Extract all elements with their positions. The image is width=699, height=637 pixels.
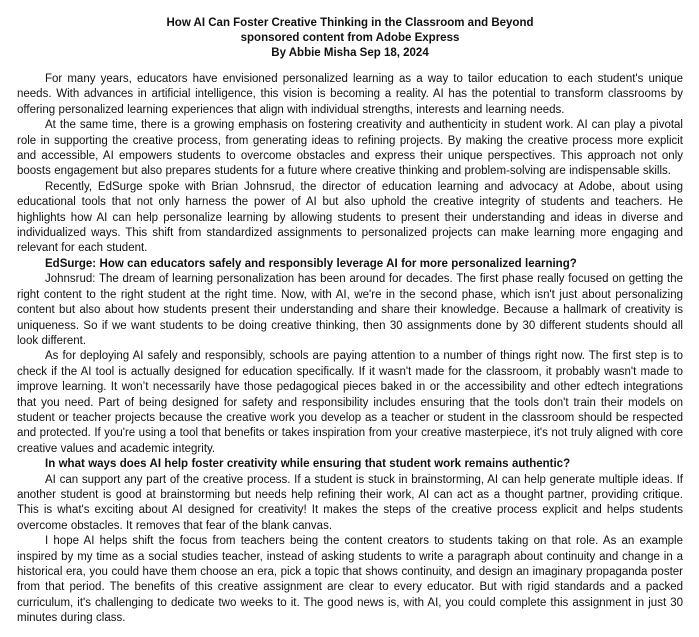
paragraph-answer-1a: Johnsrud: The dream of learning personalization has been around for decades. The first phase really focused on getting the right content to the right student at the right time. Now, with AI, we're in the second phase, which isn't just about personalizing content but also about how students present their understanding and share their knowledge. Because a hallmark of creativity is uniqueness. So if we want students to be doing creative thinking, then 30 assignments done by 30 different students should all look different.: [17, 273, 683, 347]
article-byline: By Abbie Misha Sep 18, 2024: [271, 47, 429, 59]
article-title: How AI Can Foster Creative Thinking in the Classroom and Beyond: [166, 17, 534, 29]
interview-question-1: EdSurge: How can educators safely and responsibly leverage AI for more personalized learning?: [45, 257, 577, 270]
paragraph-intro-1: For many years, educators have envisioned personalized learning as a way to tailor education to each student's unique needs. With advances in artificial intelligence, this vision is becoming a reality. AI has the potential to transform classrooms by offering personalized learning experiences that align with individual strengths, interests and learning needs.: [17, 73, 683, 116]
article-header: [17, 16, 683, 61]
paragraph-intro-2: At the same time, there is a growing emphasis on fostering creativity and authenticity in student work. AI can play a pivotal role in supporting the creative process, from generating ideas to refining projects. By making the creative process more explicit and accessible, AI empowers students to overcome obstacles and express their unique perspectives. This approach not only boosts engagement but also prepares students for a future where creative thinking and problem-solving are indispensable skills.: [17, 119, 683, 178]
paragraph-answer-1b: As for deploying AI safely and responsibly, schools are paying attention to a number of things right now. The first step is to check if the AI tool is actually designed for education specifically. If it wasn't made for the classroom, it probably wasn't made to improve learning. It won’t necessarily have those pedagogical pieces baked in or the accessibility and other edtech integrations that you need. Part of being designed for safety and responsibility includes ensuring that the tools don't train their models on student or teacher projects because the creative work you develop as a teacher or student in the classroom should be respected and protected. If you're using a tool that benefits or takes inspiration from your creative masterpiece, it's not truly aligned with core creative values and academic integrity.: [17, 350, 683, 455]
article-subtitle-sponsor: sponsored content from Adobe Express: [240, 32, 460, 44]
interview-question-2: In what ways does AI help foster creativity while ensuring that student work remains authentic?: [45, 458, 571, 471]
paragraph-intro-3: Recently, EdSurge spoke with Brian Johnsrud, the director of education learning and advocacy at Adobe, about using educational tools that not only harness the power of AI but also uphold the creative integrity of students and teachers. He highlights how AI can help personalize learning by allowing students to present their understanding and ideas in diverse and individualized ways. This shift from standardized assignments to personalized projects can make learning more engaging and relevant for each student.: [17, 180, 683, 255]
article-body: [17, 72, 683, 627]
paragraph-answer-2b: I hope AI helps shift the focus from teachers being the content creators to students taking on that role. As an example inspired by my time as a social studies teacher, instead of asking students to write a paragraph about continuity and change in a historical era, you could have them choose an era, pick a topic that shows continuity, and design an imaginary propaganda poster from that period. The benefits of this creative assignment are clear to every educator. But with rigid standards and a packed curriculum, it's challenging to dedicate two weeks to it. The good news is, with AI, you could complete this assignment in just 30 minutes during class.: [17, 535, 683, 625]
paragraph-answer-2a: AI can support any part of the creative process. If a student is stuck in brainstorming, AI can help generate multiple ideas. If another student is good at brainstorming but needs help refining their work, AI can act as a thought partner, providing critique. This is what's exciting about AI designed for creativity! It makes the steps of the creative process explicit and helps students overcome obstacles. It removes that fear of the blank canvas.: [17, 473, 683, 532]
